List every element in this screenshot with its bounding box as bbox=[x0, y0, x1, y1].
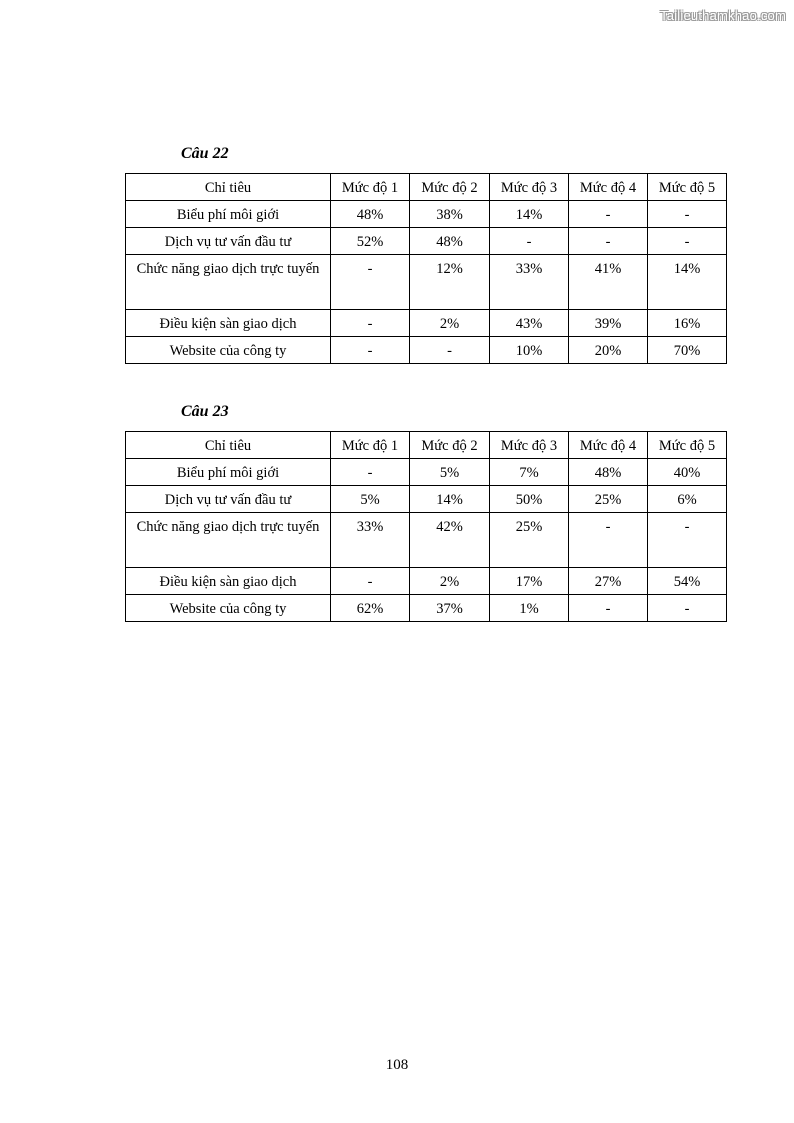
value-cell: 40% bbox=[648, 459, 727, 486]
value-cell: - bbox=[331, 255, 410, 310]
header-cell: Mức độ 2 bbox=[410, 174, 490, 201]
row-label-cell: Website của công ty bbox=[126, 337, 331, 364]
table-header-row bbox=[126, 174, 727, 201]
row-label-cell: Chức năng giao dịch trực tuyến bbox=[126, 255, 331, 310]
value-cell: 42% bbox=[410, 513, 490, 568]
value-cell: 14% bbox=[648, 255, 727, 310]
value-cell: 2% bbox=[410, 568, 490, 595]
header-cell: Chỉ tiêu bbox=[126, 432, 331, 459]
table-row bbox=[126, 459, 727, 486]
table-caption-cau-22: Câu 22 bbox=[181, 145, 229, 162]
header-cell: Chỉ tiêu bbox=[126, 174, 331, 201]
value-cell: 14% bbox=[490, 201, 569, 228]
row-label-cell: Biểu phí môi giới bbox=[126, 459, 331, 486]
value-cell: 7% bbox=[490, 459, 569, 486]
value-cell: 41% bbox=[569, 255, 648, 310]
row-label-cell: Điều kiện sàn giao dịch bbox=[126, 310, 331, 337]
value-cell: 12% bbox=[410, 255, 490, 310]
value-cell: - bbox=[569, 228, 648, 255]
table-caption-cau-23: Câu 23 bbox=[181, 403, 229, 420]
table-row bbox=[126, 595, 727, 622]
value-cell: - bbox=[569, 513, 648, 568]
value-cell: 38% bbox=[410, 201, 490, 228]
watermark-text: Tailieuthamkhao.com bbox=[660, 8, 786, 23]
value-cell: 14% bbox=[410, 486, 490, 513]
value-cell: 25% bbox=[490, 513, 569, 568]
header-cell: Mức độ 1 bbox=[331, 432, 410, 459]
value-cell: - bbox=[569, 595, 648, 622]
value-cell: 5% bbox=[331, 486, 410, 513]
survey-table-cau-23 bbox=[125, 431, 727, 622]
table-row bbox=[126, 486, 727, 513]
table-row bbox=[126, 228, 727, 255]
header-cell: Mức độ 4 bbox=[569, 174, 648, 201]
header-cell: Mức độ 2 bbox=[410, 432, 490, 459]
value-cell: 52% bbox=[331, 228, 410, 255]
value-cell: 25% bbox=[569, 486, 648, 513]
value-cell: - bbox=[569, 201, 648, 228]
value-cell: 5% bbox=[410, 459, 490, 486]
value-cell: 48% bbox=[331, 201, 410, 228]
row-label-cell: Điều kiện sàn giao dịch bbox=[126, 568, 331, 595]
value-cell: - bbox=[490, 228, 569, 255]
value-cell: - bbox=[331, 568, 410, 595]
table-section-cau-22 bbox=[125, 173, 726, 364]
value-cell: 33% bbox=[490, 255, 569, 310]
table-row bbox=[126, 255, 727, 310]
value-cell: 33% bbox=[331, 513, 410, 568]
header-cell: Mức độ 5 bbox=[648, 432, 727, 459]
value-cell: 70% bbox=[648, 337, 727, 364]
header-cell: Mức độ 1 bbox=[331, 174, 410, 201]
table-header-row bbox=[126, 432, 727, 459]
value-cell: 16% bbox=[648, 310, 727, 337]
value-cell: - bbox=[331, 337, 410, 364]
value-cell: 10% bbox=[490, 337, 569, 364]
value-cell: 17% bbox=[490, 568, 569, 595]
value-cell: 2% bbox=[410, 310, 490, 337]
value-cell: 6% bbox=[648, 486, 727, 513]
header-cell: Mức độ 5 bbox=[648, 174, 727, 201]
table-section-cau-23 bbox=[125, 431, 726, 622]
page-number: 108 bbox=[385, 1057, 409, 1073]
row-label-cell: Dịch vụ tư vấn đầu tư bbox=[126, 486, 331, 513]
value-cell: 1% bbox=[490, 595, 569, 622]
survey-table-cau-22 bbox=[125, 173, 727, 364]
value-cell: 37% bbox=[410, 595, 490, 622]
value-cell: - bbox=[648, 595, 727, 622]
value-cell: 20% bbox=[569, 337, 648, 364]
header-cell: Mức độ 3 bbox=[490, 432, 569, 459]
table-row bbox=[126, 568, 727, 595]
value-cell: 50% bbox=[490, 486, 569, 513]
header-cell: Mức độ 3 bbox=[490, 174, 569, 201]
value-cell: - bbox=[648, 513, 727, 568]
row-label-cell: Biểu phí môi giới bbox=[126, 201, 331, 228]
value-cell: 48% bbox=[410, 228, 490, 255]
value-cell: - bbox=[648, 201, 727, 228]
row-label-cell: Website của công ty bbox=[126, 595, 331, 622]
row-label-cell: Chức năng giao dịch trực tuyến bbox=[126, 513, 331, 568]
table-row bbox=[126, 337, 727, 364]
value-cell: - bbox=[331, 459, 410, 486]
table-row bbox=[126, 513, 727, 568]
value-cell: 62% bbox=[331, 595, 410, 622]
value-cell: 54% bbox=[648, 568, 727, 595]
value-cell: - bbox=[648, 228, 727, 255]
table-row bbox=[126, 310, 727, 337]
value-cell: 27% bbox=[569, 568, 648, 595]
value-cell: 39% bbox=[569, 310, 648, 337]
table-row bbox=[126, 201, 727, 228]
header-cell: Mức độ 4 bbox=[569, 432, 648, 459]
value-cell: 43% bbox=[490, 310, 569, 337]
row-label-cell: Dịch vụ tư vấn đầu tư bbox=[126, 228, 331, 255]
value-cell: - bbox=[331, 310, 410, 337]
value-cell: 48% bbox=[569, 459, 648, 486]
value-cell: - bbox=[410, 337, 490, 364]
